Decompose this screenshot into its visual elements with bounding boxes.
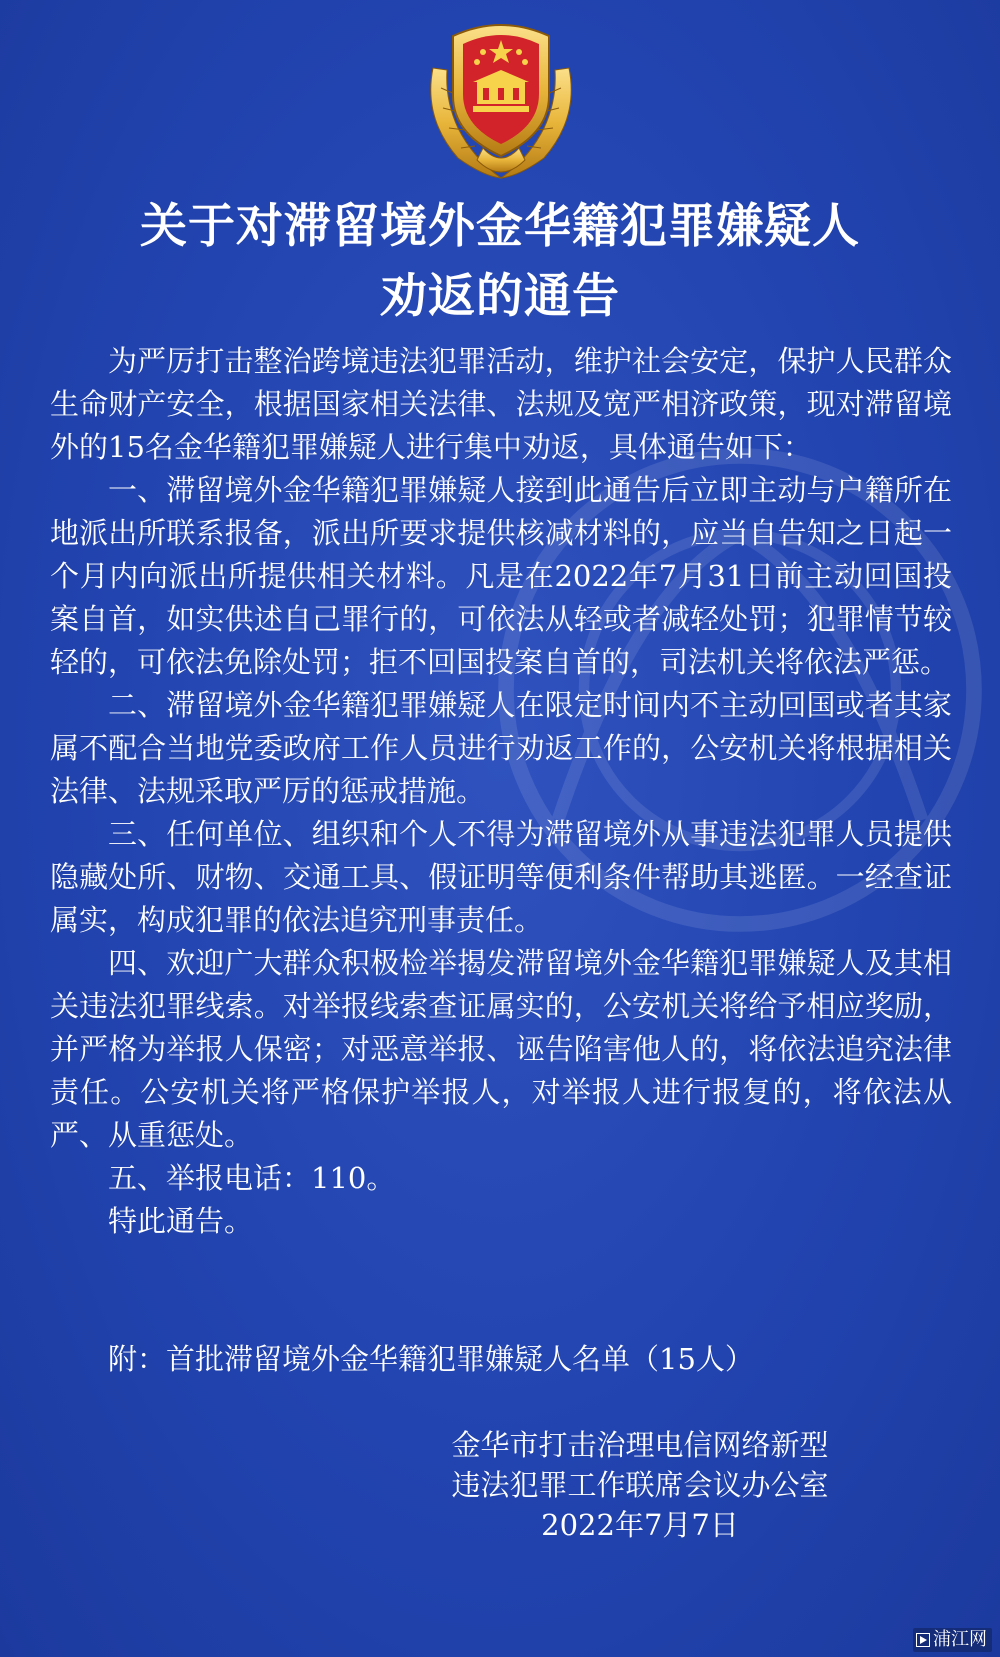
play-icon [916,1633,930,1647]
issuer-line2: 违法犯罪工作联席会议办公室 [451,1468,829,1502]
clause-2-paragraph: 二、滞留境外金华籍犯罪嫌疑人在限定时间内不主动回国或者其家属不配合当地党委政府工作人员进行劝返工作的，公安机关将根据相关法律、法规采取严厉的惩戒措施。 [50,688,952,808]
clause-1-paragraph: 一、滞留境外金华籍犯罪嫌疑人接到此通告后立即主动与户籍所在地派出所联系报备，派出所要求提供核减材料的，应当自告知之日起一个月内向派出所提供相关材料。凡是在2022年7月31日前主动回国投案自首，如实供述自己罪行的，可依法从轻或者减轻处罚；犯罪情节较轻的，可依法免除处罚；拒不回国投案自首的，司法机关将依法严惩。 [50,473,952,679]
intro-paragraph: 为严厉打击整治跨境违法犯罪活动，维护社会安定，保护人民群众生命财产安全，根据国家相关法律、法规及宽严相济政策，现对滞留境外的15名金华籍犯罪嫌疑人进行集中劝返，具体通告如下： [50,344,952,464]
police-emblem-icon [413,8,589,188]
clause-4-paragraph: 四、欢迎广大群众积极检举揭发滞留境外金华籍犯罪嫌疑人及其相关违法犯罪线索。对举报线索查证属实的，公安机关将给予相应奖励，并严格为举报人保密；对恶意举报、诬告陷害他人的，将依法追究法律责任。公安机关将严格保护举报人，对举报人进行报复的，将依法从严、从重惩处。 [50,946,952,1152]
attachment-note: 附：首批滞留境外金华籍犯罪嫌疑人名单（15人） [108,1342,754,1376]
issue-date: 2022年7月7日 [541,1508,739,1542]
notice-body [50,340,952,1243]
clause-5-paragraph: 五、举报电话：110。 [108,1161,396,1195]
notice-title-line2: 劝返的通告 [380,269,620,324]
clause-3-paragraph: 三、任何单位、组织和个人不得为滞留境外从事违法犯罪人员提供隐藏处所、财物、交通工具、假证明等便利条件帮助其逃匿。一经查证属实，构成犯罪的依法追究刑事责任。 [50,817,952,937]
issuer-line1: 金华市打击治理电信网络新型 [451,1428,829,1462]
notice-title-line1: 关于对滞留境外金华籍犯罪嫌疑人 [140,199,860,254]
source-label: 浦江网 [933,1629,987,1650]
signature-block [400,1425,880,1545]
closing-paragraph: 特此通告。 [108,1204,254,1238]
source-watermark [913,1628,992,1652]
